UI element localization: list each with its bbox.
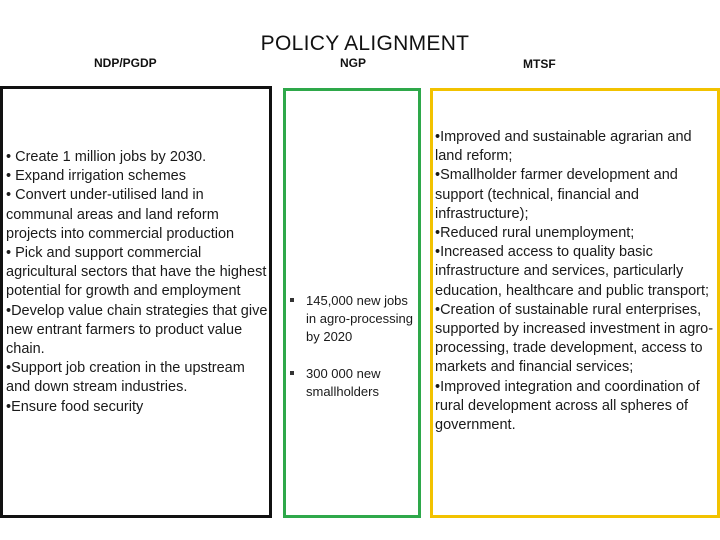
list-item: • Pick and support commercial agricultural sectors that have the highest potential for growth and employment (6, 245, 267, 300)
column-heading-mtsf: MTSF (523, 57, 556, 71)
list-item: •Reduced rural unemployment; (435, 225, 635, 242)
list-item: •Develop value chain strategies that give new entrant farmers to product value chain. (6, 302, 268, 358)
list-item (288, 292, 416, 346)
list-item: •Ensure food security (6, 398, 144, 415)
list-item-text: 145,000 new jobs in agro-processing by 2020 (306, 293, 413, 344)
ngp-list (288, 292, 416, 420)
list-item: •Support job creation in the upstream and down stream industries. (6, 360, 245, 396)
column-heading-ngp: NGP (340, 56, 367, 70)
list-item (288, 365, 416, 401)
page-title: POLICY ALIGNMENT (260, 32, 470, 55)
list-item: •Creation of sustainable rural enterprises, supported by increased investment in agro-processing, trade development, access to markets and financial services; (435, 301, 714, 376)
list-item: •Improved integration and coordination of rural development across all spheres of government. (435, 378, 700, 434)
list-item: • Convert under-utilised land in communal areas and land reform projects into commercial production (6, 187, 235, 242)
ndp-list (6, 148, 268, 417)
square-bullet-icon (290, 371, 294, 375)
column-heading-ndp: NDP/PGDP (94, 56, 157, 70)
list-item-text: 300 000 new smallholders (306, 366, 381, 399)
mtsf-list (435, 128, 717, 435)
list-item: • Expand irrigation schemes (6, 168, 186, 185)
square-bullet-icon (290, 298, 294, 302)
list-item: •Increased access to quality basic infrastructure and services, particularly education, healthcare and public transport; (435, 244, 710, 299)
list-item: • Create 1 million jobs by 2030. (6, 149, 207, 165)
list-item: •Improved and sustainable agrarian and land reform; (435, 129, 692, 165)
list-item: •Smallholder farmer development and support (technical, financial and infrastructure); (435, 167, 678, 222)
